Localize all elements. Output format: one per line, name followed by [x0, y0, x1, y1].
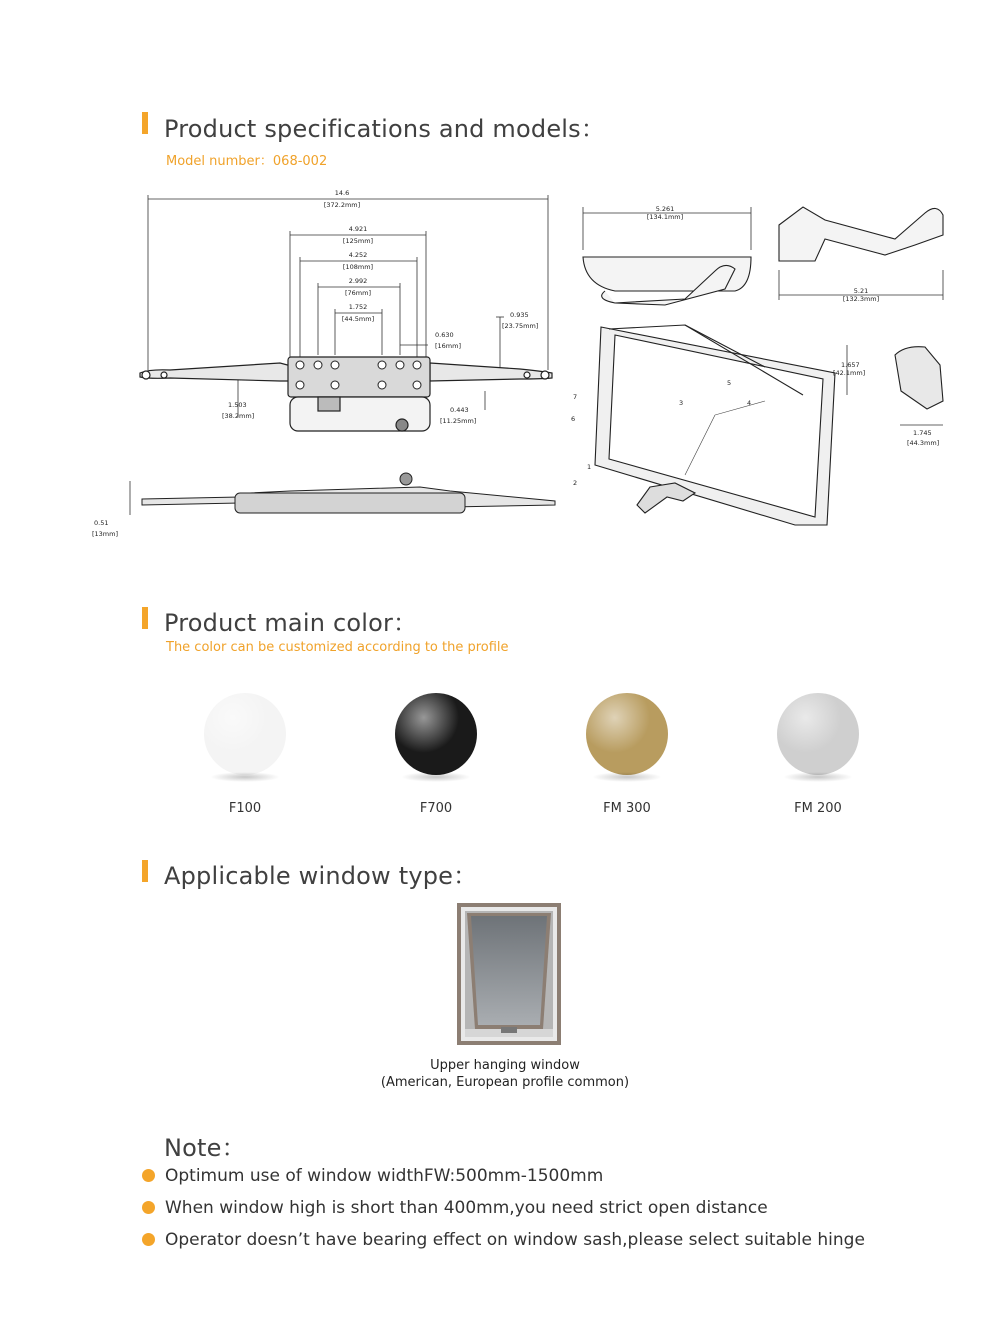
- base-height-mm: [42.1mm]: [833, 369, 866, 377]
- dim-8-mm: [11.25mm]: [440, 417, 477, 425]
- dim-6: 0.935: [510, 311, 529, 319]
- color-swatch: [395, 693, 477, 775]
- note-item: [142, 1230, 865, 1250]
- note-text: When window high is short than 400mm,you need strict open distance: [165, 1198, 768, 1218]
- color-swatch-label: F700: [419, 801, 453, 816]
- dim-overall: 14.6: [334, 189, 350, 197]
- handle2-width-mm: [132.3mm]: [842, 295, 880, 303]
- handle-width: 5.261: [655, 205, 675, 213]
- handle-installation-drawing: [565, 195, 950, 535]
- color-swatch-label: FM 200: [794, 801, 842, 816]
- specs-title: Product specifications and models：: [164, 115, 606, 143]
- model-number: Model number：068-002: [166, 154, 328, 169]
- note-text: Operator doesn’t have bearing effect on window sash,please select suitable hinge: [165, 1230, 865, 1250]
- swatch-shadow: [783, 772, 853, 782]
- dim-overall-mm: [372.2mm]: [323, 201, 361, 209]
- color-swatch-label: F100: [228, 801, 262, 816]
- dim-9-mm: [13mm]: [92, 530, 119, 538]
- dim-6-mm: [23.75mm]: [502, 322, 539, 330]
- color-swatch-label: FM 300: [603, 801, 651, 816]
- color-swatch: [586, 693, 668, 775]
- dim-4-mm: [44.5mm]: [341, 315, 375, 323]
- dim-2-mm: [108mm]: [342, 263, 374, 271]
- bullet-icon: [142, 1233, 155, 1246]
- dim-1-mm: [125mm]: [342, 237, 374, 245]
- color-subtitle: The color can be customized according to the profile: [166, 640, 509, 655]
- operator-top-view-drawing: [90, 185, 570, 545]
- note-item: [142, 1166, 603, 1186]
- dim-5: 0.630: [435, 331, 454, 339]
- callout-1: 1: [587, 463, 592, 471]
- dim-8: 0.443: [450, 406, 469, 414]
- swatch-shadow: [592, 772, 662, 782]
- dim-3-mm: [76mm]: [344, 289, 372, 297]
- dim-2: 4.252: [348, 251, 368, 259]
- color-title: Product main color：: [164, 609, 418, 637]
- note-item: [142, 1198, 768, 1218]
- handle-width-mm: [134.1mm]: [646, 213, 684, 221]
- base-width: 1.745: [913, 429, 932, 437]
- swatch-shadow: [210, 772, 280, 782]
- callout-3: 3: [679, 399, 684, 407]
- dim-1: 4.921: [348, 225, 368, 233]
- bullet-icon: [142, 1169, 155, 1182]
- note-text: Optimum use of window widthFW:500mm-1500mm: [165, 1166, 604, 1186]
- dim-5-mm: [16mm]: [435, 342, 462, 350]
- callout-5: 5: [727, 379, 732, 387]
- color-swatch: [777, 693, 859, 775]
- window-caption-line2: (American, European profile common): [380, 1075, 630, 1090]
- window-caption-line1: Upper hanging window: [430, 1058, 580, 1073]
- section-marker: [142, 112, 148, 134]
- color-swatch: [204, 693, 286, 775]
- handle2-width: 5.21: [853, 287, 869, 295]
- note-title: Note：: [164, 1134, 246, 1162]
- callout-7: 7: [573, 393, 578, 401]
- top-hung-window-image: [457, 903, 561, 1045]
- dim-3: 2.992: [348, 277, 368, 285]
- base-height: 1.657: [841, 361, 860, 369]
- callout-6: 6: [571, 415, 576, 423]
- swatch-shadow: [401, 772, 471, 782]
- callout-4: 4: [747, 399, 752, 407]
- section-marker: [142, 860, 148, 882]
- dim-7-mm: [38.2mm]: [222, 412, 255, 420]
- section-marker: [142, 607, 148, 629]
- bullet-icon: [142, 1201, 155, 1214]
- dim-7: 1.503: [228, 401, 247, 409]
- callout-2: 2: [573, 479, 578, 487]
- window-title: Applicable window type：: [164, 862, 478, 890]
- dim-9: 0.51: [94, 519, 109, 527]
- base-width-mm: [44.3mm]: [907, 439, 940, 447]
- dim-4: 1.752: [348, 303, 368, 311]
